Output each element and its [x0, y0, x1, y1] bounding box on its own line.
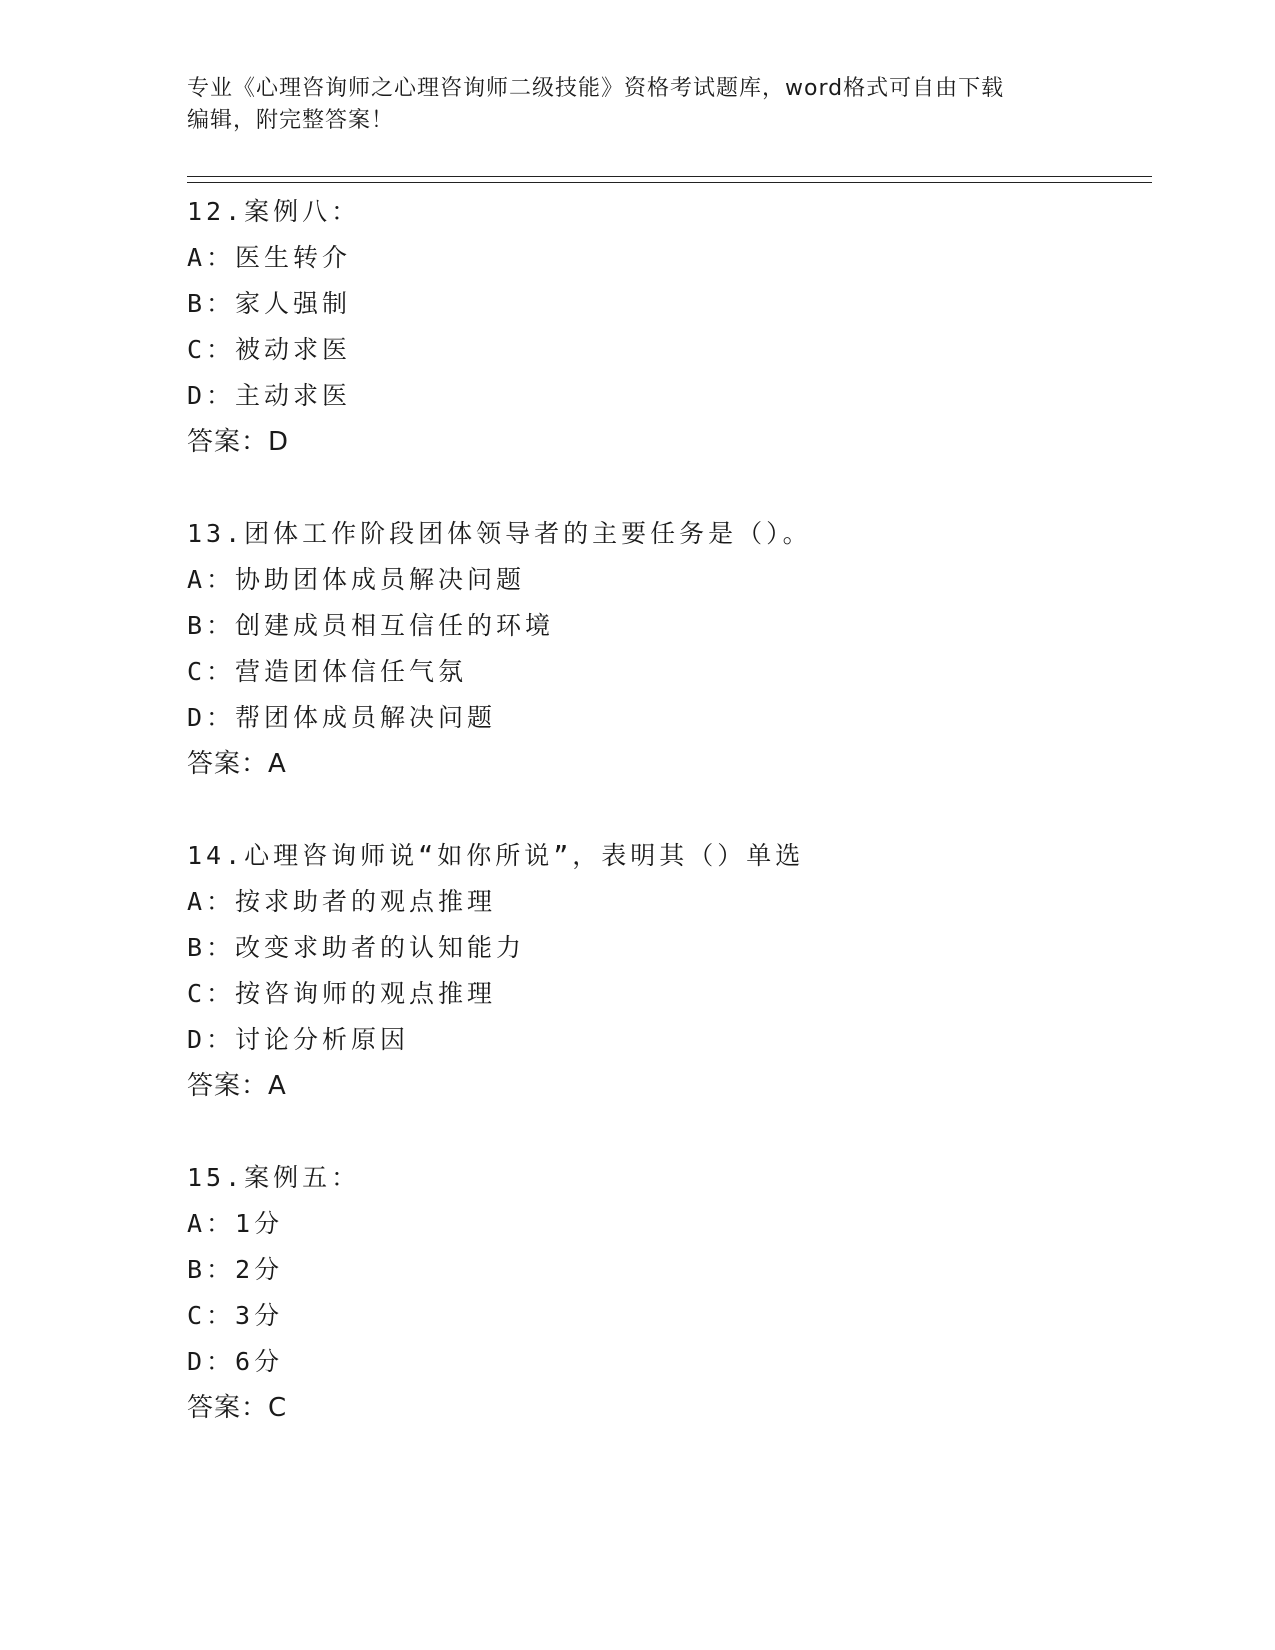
option-d: D：6分 [187, 1347, 284, 1376]
question-12 [187, 189, 1147, 465]
option-d: D：主动求医 [187, 381, 352, 410]
question-stem: 15.案例五： [187, 1163, 361, 1192]
document-header [187, 73, 1087, 137]
option-d: D：讨论分析原因 [187, 1025, 410, 1054]
option-b: B：创建成员相互信任的环境 [187, 611, 555, 640]
question-list [187, 189, 1147, 1477]
option-c: C：被动求医 [187, 335, 352, 364]
answer-text: 答案：A [187, 749, 287, 779]
option-a: A：协助团体成员解决问题 [187, 565, 526, 594]
question-stem: 13.团体工作阶段团体领导者的主要任务是（）。 [187, 519, 812, 548]
answer-text: 答案：A [187, 1071, 287, 1101]
header-divider-top [187, 176, 1152, 177]
option-a: A：医生转介 [187, 243, 352, 272]
answer-text: 答案：C [187, 1393, 288, 1423]
option-c: C：营造团体信任气氛 [187, 657, 468, 686]
option-c: C：按咨询师的观点推理 [187, 979, 497, 1008]
option-b: B：家人强制 [187, 289, 352, 318]
option-c: C：3分 [187, 1301, 284, 1330]
question-stem: 14.心理咨询师说“如你所说”，表明其（）单选 [187, 841, 805, 870]
question-14 [187, 833, 1147, 1109]
option-d: D：帮团体成员解决问题 [187, 703, 497, 732]
option-a: A：按求助者的观点推理 [187, 887, 497, 916]
option-a: A：1分 [187, 1209, 284, 1238]
question-15 [187, 1155, 1147, 1431]
question-stem: 12.案例八： [187, 197, 361, 226]
header-divider-bottom [187, 182, 1152, 183]
answer-text: 答案：D [187, 427, 290, 457]
header-line-2: 编辑，附完整答案！ [187, 108, 395, 133]
option-b: B：2分 [187, 1255, 284, 1284]
header-line-1: 专业《心理咨询师之心理咨询师二级技能》资格考试题库，word格式可自由下载 [187, 76, 1005, 101]
option-b: B：改变求助者的认知能力 [187, 933, 526, 962]
question-13 [187, 511, 1147, 787]
